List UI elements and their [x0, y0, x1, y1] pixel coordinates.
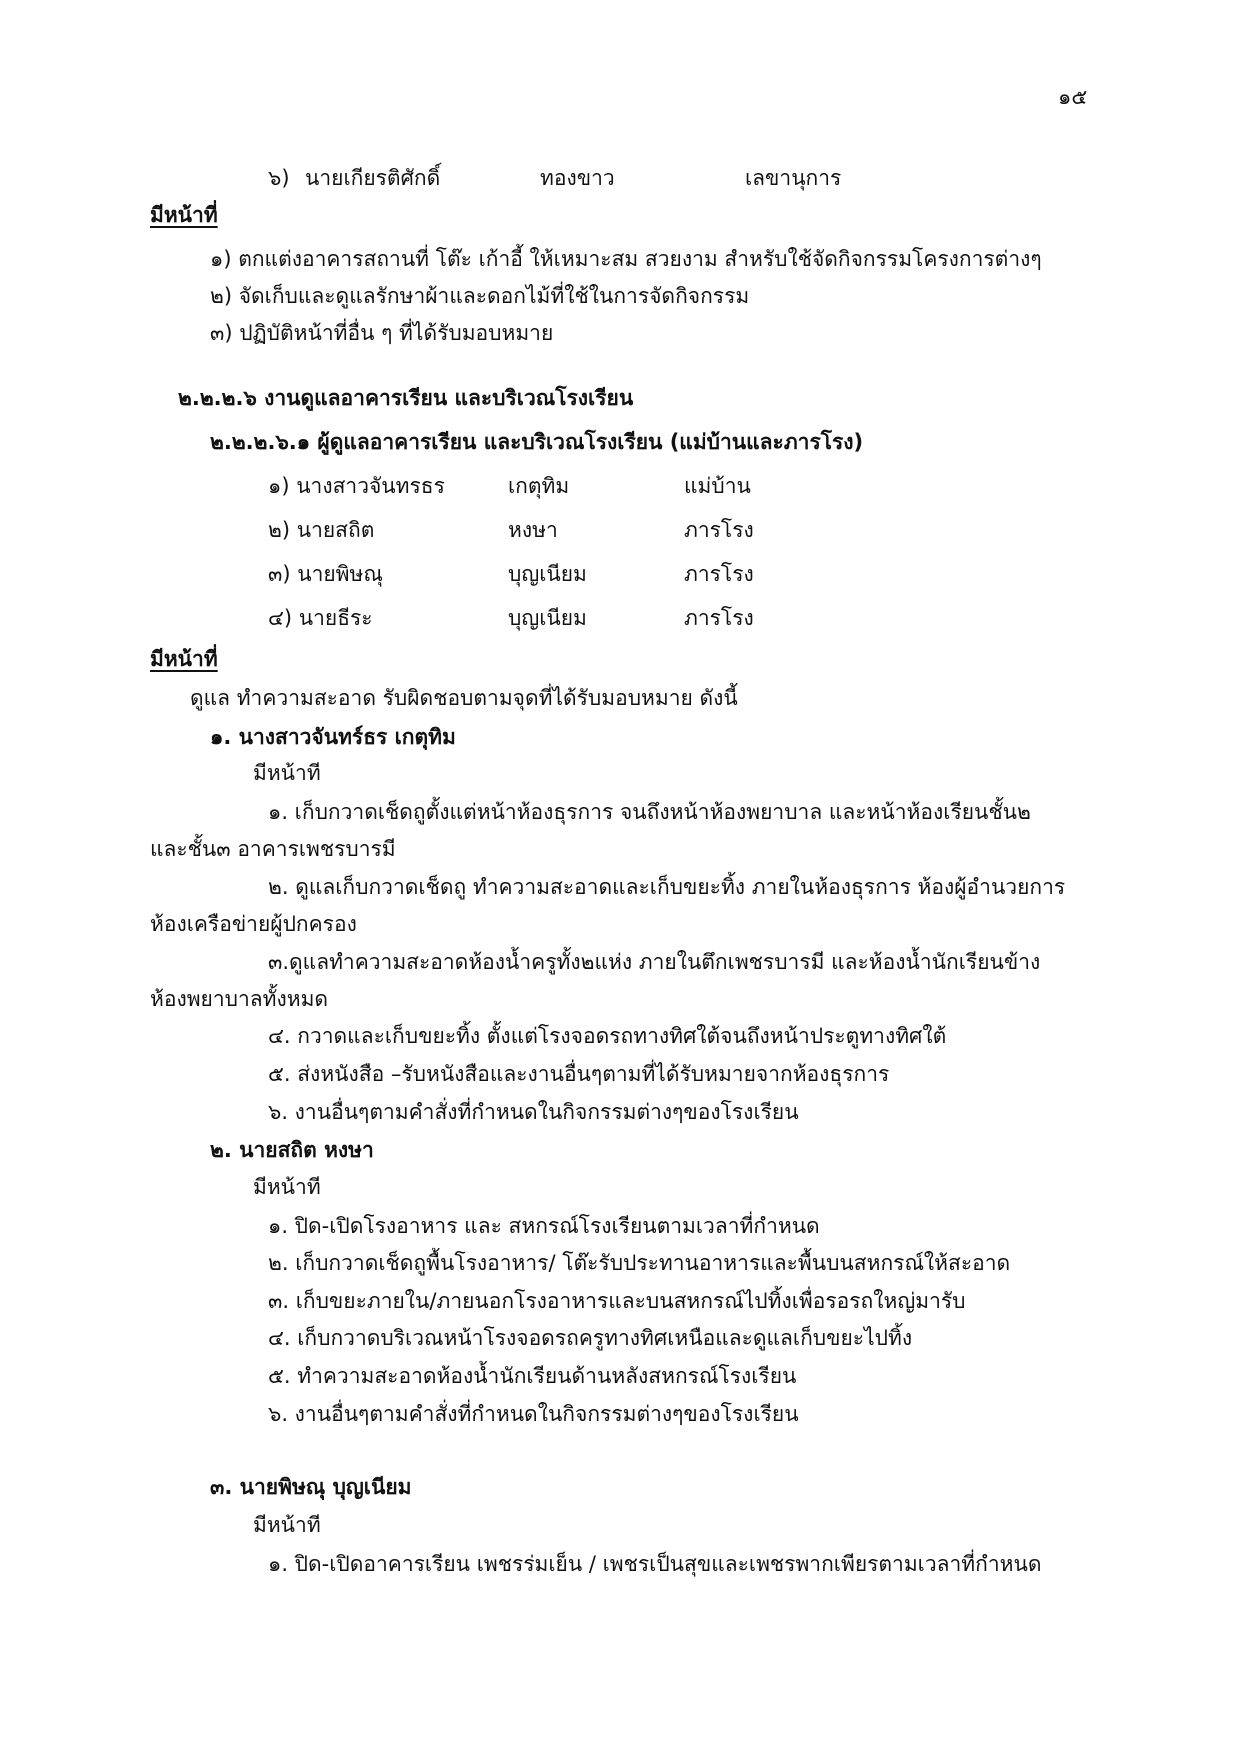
duties-heading: มีหน้าที่ — [150, 203, 218, 227]
person-duty: ๓.ดูแลทำความสะอาดห้องน้ำครูทั้ง๒แห่ง ภายในตึกเพชรบารมี และห้องน้ำนักเรียนข้าง — [268, 950, 1041, 974]
section-title: ๒.๒.๒.๖ งานดูแลอาคารเรียน และบริเวณโรงเรียน — [178, 386, 634, 410]
person-subheading: มีหน้าที — [253, 1175, 321, 1199]
duties-heading: มีหน้าที่ — [150, 647, 218, 671]
duty-item: ๑) ตกแต่งอาคารสถานที่ โต๊ะ เก้าอี้ ให้เหมาะสม สวยงาม สำหรับใช้จัดกิจกรรมโครงการต่างๆ — [210, 247, 1042, 271]
staff-role: ภารโรง — [684, 518, 754, 542]
staff-name: ๔) นายธีระ — [268, 606, 373, 630]
member-number: ๖) — [268, 166, 290, 190]
person-duty: ๒. เก็บกวาดเช็ดถูพื้นโรงอาหาร/ โต๊ะรับประทานอาหารและพื้นบนสหกรณ์ให้สะอาด — [268, 1251, 1011, 1275]
staff-name: ๑) นางสาวจันทรธร — [268, 474, 445, 498]
staff-surname: บุญเนียม — [508, 562, 587, 586]
staff-role: ภารโรง — [684, 562, 754, 586]
duties-intro: ดูแล ทำความสะอาด รับผิดชอบตามจุดที่ได้รับมอบหมาย ดังนี้ — [190, 686, 738, 710]
person-subheading: มีหน้าที — [253, 761, 321, 785]
member-name: นายเกียรติศักดิ์ — [305, 166, 441, 190]
staff-name: ๒) นายสถิต — [268, 518, 375, 542]
duty-item: ๒) จัดเก็บและดูแลรักษาผ้าและดอกไม้ที่ใช้ในการจัดกิจกรรม — [210, 284, 750, 308]
person-duty: ๑. ปิด-เปิดอาคารเรียน เพชรร่มเย็น / เพชรเป็นสุขและเพชรพากเพียรตามเวลาที่กำหนด — [268, 1552, 1042, 1576]
subsection-title: ๒.๒.๒.๖.๑ ผู้ดูแลอาคารเรียน และบริเวณโรงเรียน (แม่บ้านและภารโรง) — [210, 430, 864, 454]
person-duty: ๒. ดูแลเก็บกวาดเช็ดถู ทำความสะอาดและเก็บขยะทิ้ง ภายในห้องธุรการ ห้องผู้อำนวยการ — [268, 875, 1066, 899]
staff-surname: บุญเนียม — [508, 606, 587, 630]
staff-surname: หงษา — [508, 518, 558, 542]
staff-surname: เกตุทิม — [508, 474, 570, 498]
staff-role: ภารโรง — [684, 606, 754, 630]
person-duty: ๕. ทำความสะอาดห้องน้ำนักเรียนด้านหลังสหกรณ์โรงเรียน — [268, 1364, 797, 1388]
member-role: เลขานุการ — [745, 166, 842, 190]
person-duty-continued: และชั้น๓ อาคารเพชรบารมี — [150, 837, 396, 861]
person-duty: ๖. งานอื่นๆตามคำสั่งที่กำหนดในกิจกรรมต่างๆของโรงเรียน — [268, 1402, 799, 1426]
staff-name: ๓) นายพิษณุ — [268, 562, 383, 586]
person-subheading: มีหน้าที — [253, 1513, 321, 1537]
person-duty-continued: ห้องเครือข่ายผู้ปกครอง — [150, 912, 357, 936]
person-duty: ๑. เก็บกวาดเช็ดถูตั้งแต่หน้าห้องธุรการ จนถึงหน้าห้องพยาบาล และหน้าห้องเรียนชั้น๒ — [268, 800, 1031, 824]
person-duty-continued: ห้องพยาบาลทั้งหมด — [150, 987, 329, 1011]
page-number: ๑๕ — [1058, 85, 1088, 109]
person-heading: ๓. นายพิษณุ บุญเนียม — [210, 1475, 412, 1499]
person-duty: ๓. เก็บขยะภายใน/ภายนอกโรงอาหารและบนสหกรณ์ไปทิ้งเพื่อรอรถใหญ่มารับ — [268, 1289, 966, 1313]
person-duty: ๑. ปิด-เปิดโรงอาหาร และ สหกรณ์โรงเรียนตามเวลาที่กำหนด — [268, 1214, 820, 1238]
person-duty: ๔. กวาดและเก็บขยะทิ้ง ตั้งแต่โรงจอดรถทางทิศใต้จนถึงหน้าประตูทางทิศใต้ — [268, 1024, 947, 1048]
member-surname: ทองขาว — [540, 166, 615, 190]
person-duty: ๖. งานอื่นๆตามคำสั่งที่กำหนดในกิจกรรมต่างๆของโรงเรียน — [268, 1100, 799, 1124]
duty-item: ๓) ปฏิบัติหน้าที่อื่น ๆ ที่ได้รับมอบหมาย — [210, 321, 554, 345]
person-heading: ๒. นายสถิต หงษา — [210, 1138, 374, 1162]
person-duty: ๕. ส่งหนังสือ –รับหนังสือและงานอื่นๆตามที่ได้รับหมายจากห้องธุรการ — [268, 1062, 890, 1086]
staff-role: แม่บ้าน — [684, 474, 751, 498]
person-duty: ๔. เก็บกวาดบริเวณหน้าโรงจอดรถครูทางทิศเหนือและดูแลเก็บขยะไปทิ้ง — [268, 1326, 913, 1350]
person-heading: ๑. นางสาวจันทร์ธร เกตุทิม — [210, 725, 456, 749]
